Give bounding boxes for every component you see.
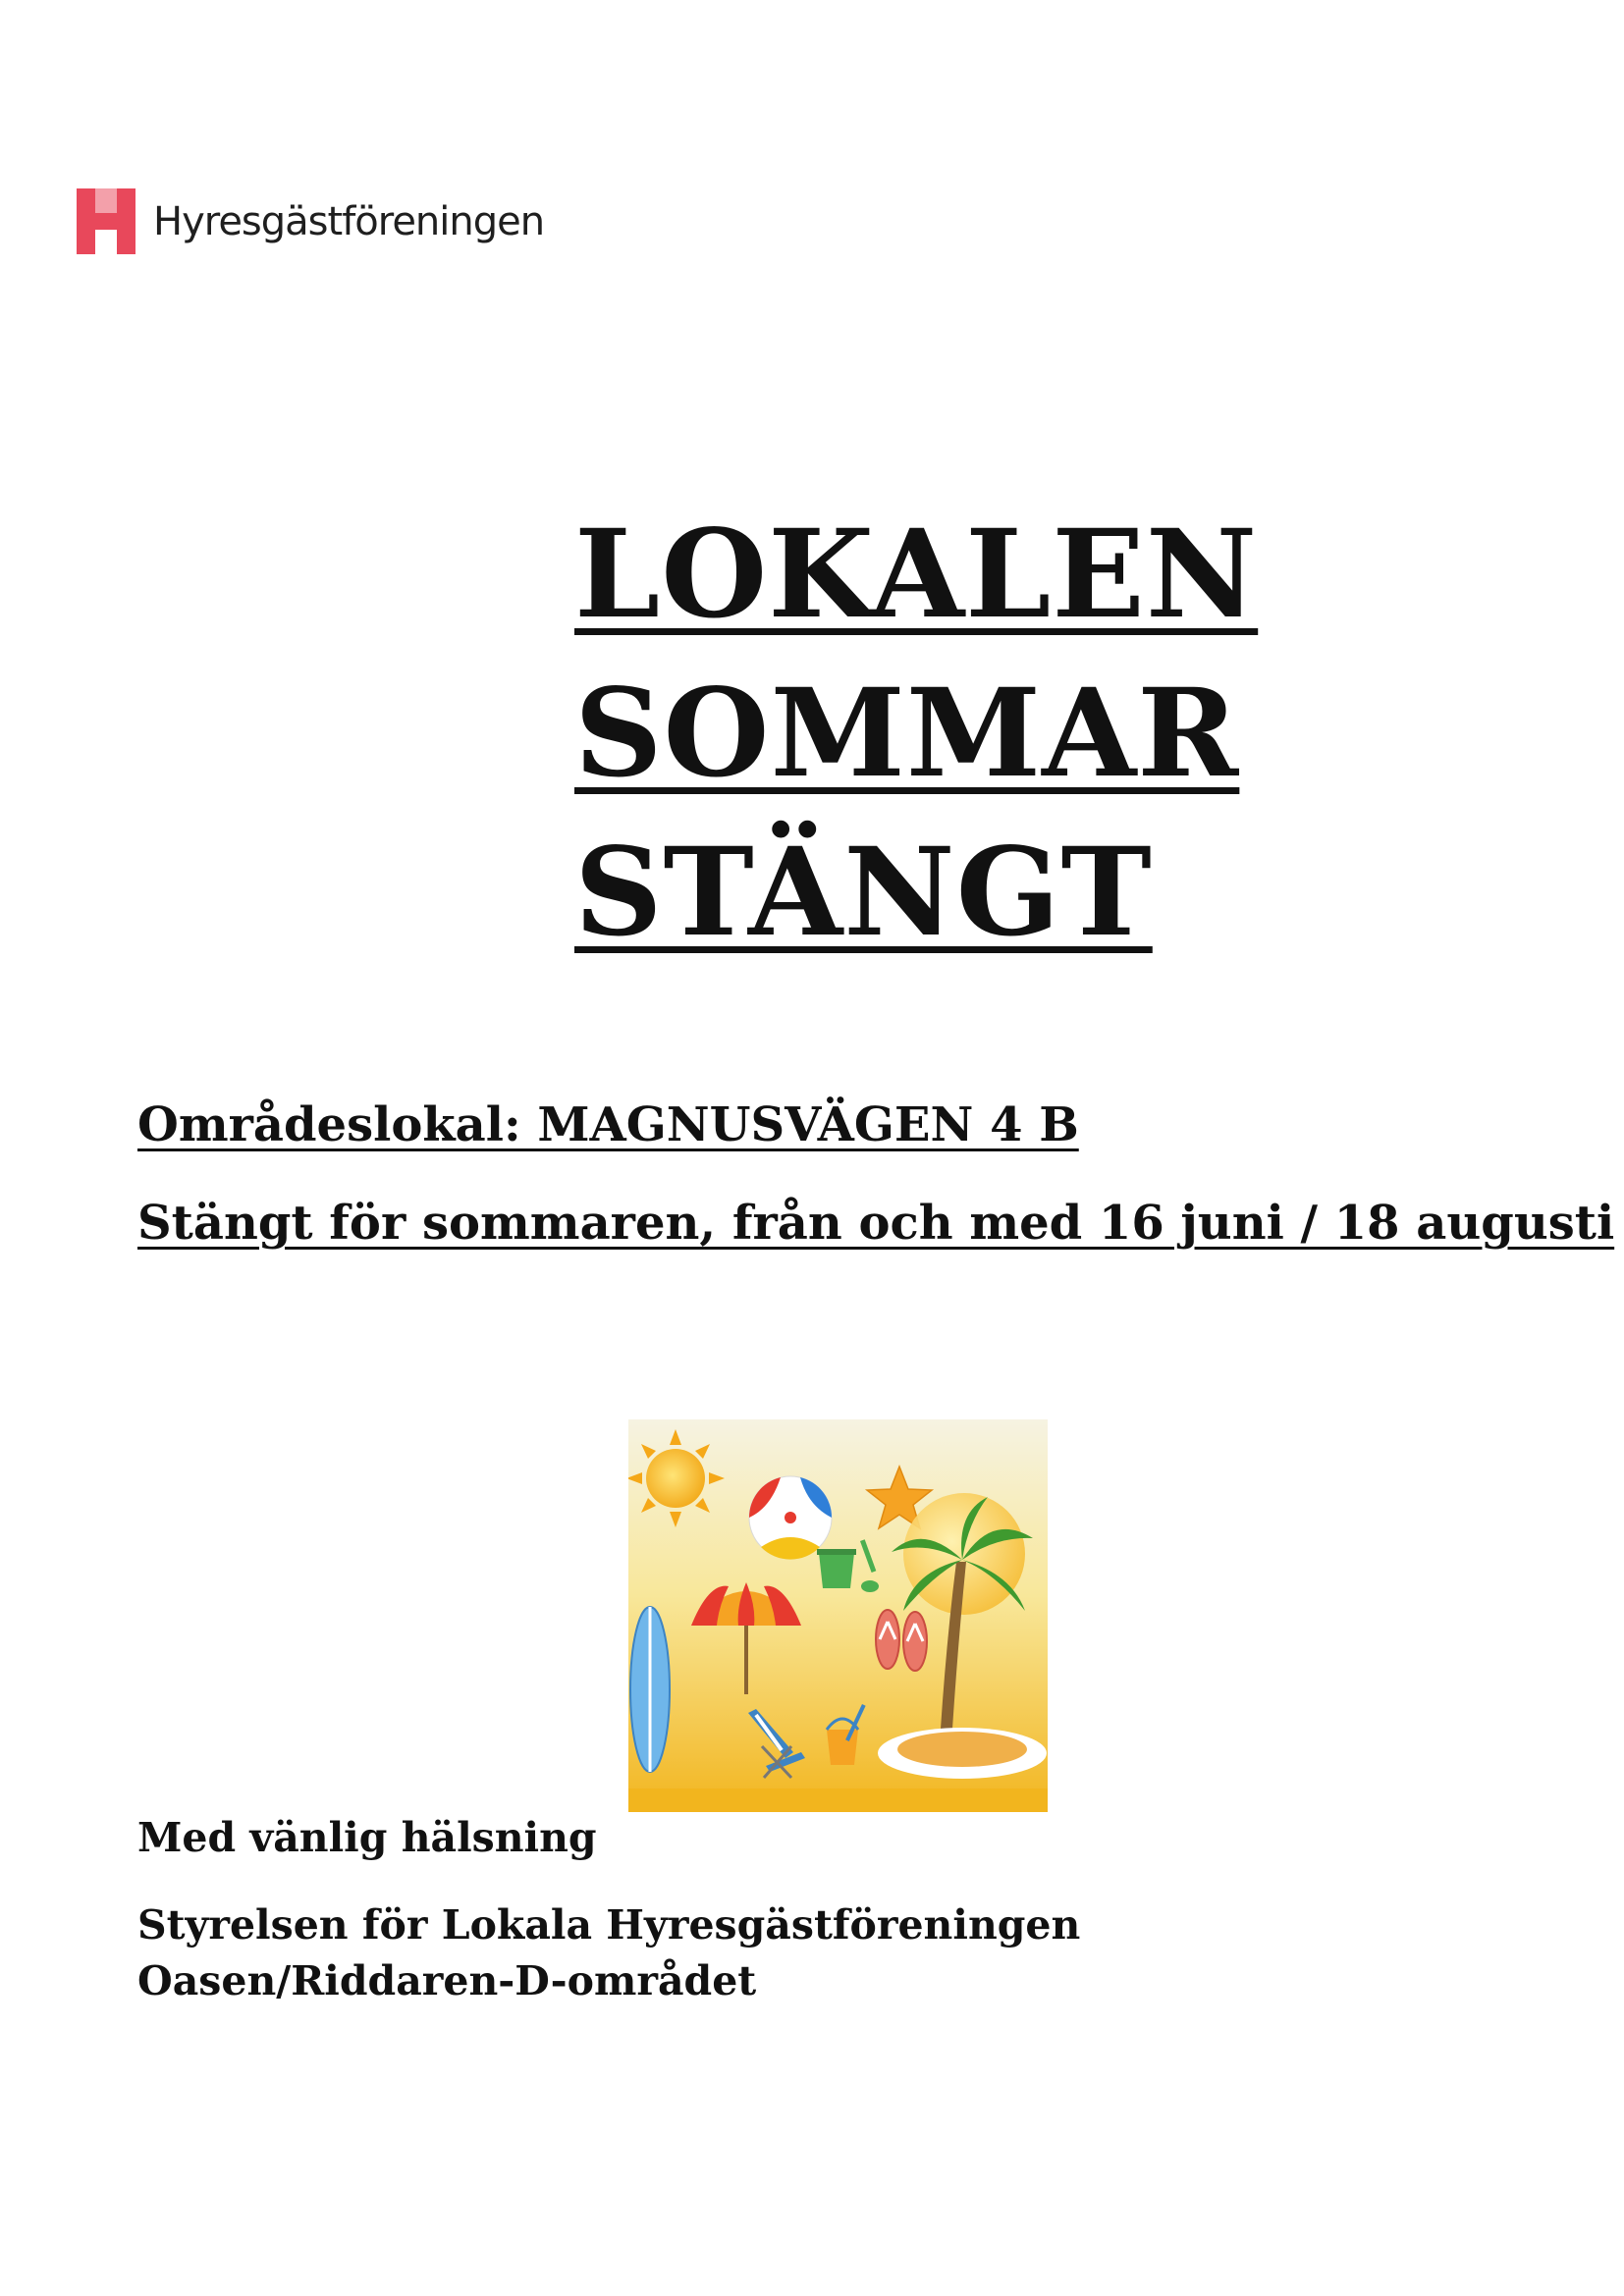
closed-period-line: Stängt för sommaren, från och med 16 juni / 18 augusti [137,1196,1615,1251]
hyresgastforeningen-logo-icon [77,188,135,254]
headline-line-3: STÄNGT [574,822,1153,964]
organization-logo [77,188,544,254]
surfboard-icon [630,1607,670,1772]
logo-text: Hyresgästföreningen [153,198,545,244]
greeting: Med vänlig hälsning [137,1814,597,1861]
location-line: Områdeslokal: MAGNUSVÄGEN 4 B [137,1097,1079,1152]
headline-line-2: SOMMAR [574,663,1240,805]
beach-ball-icon [749,1476,832,1560]
ground-strip [628,1789,1048,1812]
headline-line-1: LOKALEN [574,504,1259,646]
signature-line-2: Oasen/Riddaren-D-området [137,1957,757,2004]
island-icon [878,1728,1047,1779]
headline [574,496,1321,973]
signature-line-1: Styrelsen för Lokala Hyresgästföreningen [137,1901,1081,1949]
summer-beach-illustration [628,1419,1048,1812]
